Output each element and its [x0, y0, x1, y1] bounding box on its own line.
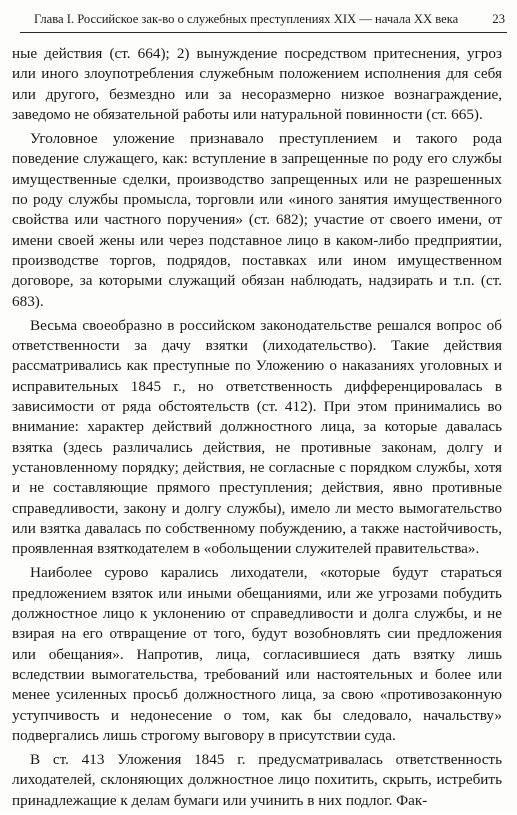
chapter-title: Глава I. Российское зак-во о служебных преступлениях XIX — начала XX века [34, 12, 459, 26]
paragraph-2: Уголовное уложение признавало преступлением и такого рода поведение служащего, как: вступление в запрещенные по роду его службы имущественные сделки, производство запрещенных или не разрешенных по роду службы промысла, торговли или «иного занятия имущественного свойства или частного поручения» (ст. 682); участие от своего имени, от имени своей жены или через подставное лицо в каком-либо предприятии, производстве торгов, подрядов, поставках или ином имущественном договоре, за которыми служащий обязан наблюдать, надзирать и т.п. (ст. 683). [12, 130, 502, 310]
page-number: 23 [492, 12, 505, 26]
paragraph-5: В ст. 413 Уложения 1845 г. предусматривалась ответственность лиходателей, склоняющих должностное лицо похитить, скрыть, истребить принадлежащие к делам бумаги или учинить в них подлог. Фак- [12, 751, 502, 809]
body-text [12, 44, 502, 815]
paragraph-4: Наиболее сурово карались лиходатели, «которые будут стараться предложением взяток или иными обещаниями, или же угрозами побудить должностное лицо к уклонению от справедливости и долга службы, и не взирая на его отвращение от того, будут возобновлять сии предложения или обещания». Напротив, лица, согласившиеся дать взятку лишь вследствии вымогательства, требований или настоятельных и более или менее усиленных просьб должностного лица, за свою «противозаконную уступчивость и недонесение о том, как бы следовало, начальству» подвергались лишь строгому выговору в присутствии суда. [12, 564, 502, 744]
paragraph-3: Весьма своеобразно в российском законодательстве решался вопрос об ответственности за дачу взятки (лиходательство). Такие действия рассматривались как преступные по Уложению о наказаниях уголовных и исправительных 1845 г., но ответственность дифференцировалась в зависимости от ряда обстоятельств (ст. 412). При этом принимались во внимание: характер действий должностного лица, за которые давалась взятка (здесь различались действия, не противные законам, долгу и установленному порядку; действия, не согласные с порядком службы, хотя и не составляющие прямого преступления; действия, явно противные справедливости, закону и долгу службы), имело ли место вымогательство или взятка давалась по собственному побуждению, а также настойчивость, проявленная взяткодателем в «обольщении служителей правительства». [12, 316, 502, 558]
running-header [34, 9, 505, 29]
paragraph-1: ные действия (ст. 664); 2) вынуждение посредством притеснения, угроз или иного злоупотребления служебным положением исполнения для себя или другого, безмездно или за несоразмерно низкое вознаграждение, заведомо не обязательной работы или натуральной повинности (ст. 665). [12, 45, 502, 123]
header-rule [20, 32, 507, 33]
